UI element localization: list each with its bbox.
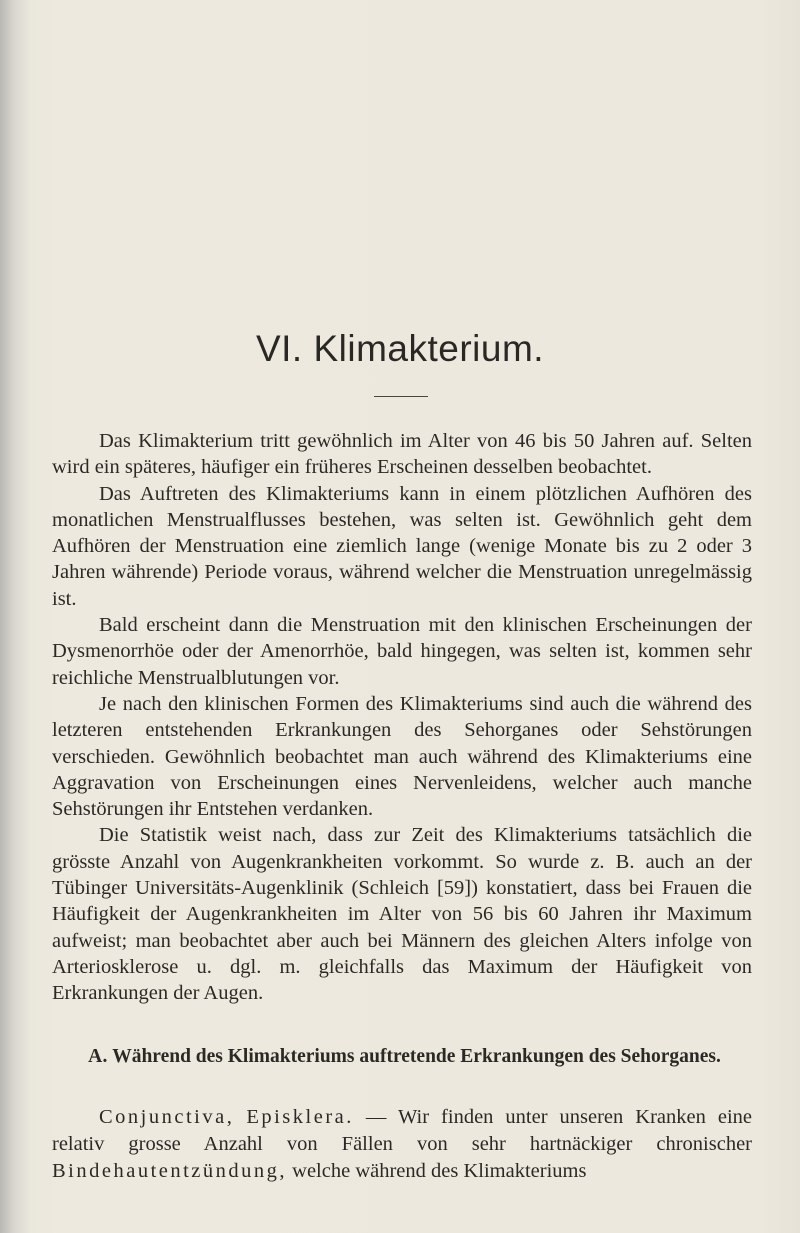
body-text <box>52 428 752 1007</box>
term-episklera: Episklera. <box>246 1106 354 1128</box>
paragraph: Bald erscheint dann die Menstruation mit den klinischen Erscheinungen der Dysmenorrhöe oder der Amenorrhöe, bald hingegen, was selten ist, kommen sehr reichliche Menstrualblutungen vor. <box>52 614 752 689</box>
section-heading <box>52 1043 757 1070</box>
paragraph: Das Klimakterium tritt gewöhnlich im Alter von 46 bis 50 Jahren auf. Selten wird ein späteres, häufiger ein früheres Erscheinen desselben beobachtet. <box>52 430 752 479</box>
subsection-text-b: welche während des Klimakteriums <box>287 1160 587 1182</box>
paragraph: Die Statistik weist nach, dass zur Zeit des Klimakteriums tatsächlich die grösste Anzahl von Augenkrankheiten vorkommt. So wurde z. B. auch an der Tübinger Universitäts-Augenklinik (Schleich [59]) konstatiert, dass bei Frauen die Häufigkeit der Augenkrankheiten im Alter von 56 bis 60 Jahren ihr Maximum aufweist; man beobachtet aber auch bei Männern des gleichen Alters infolge von Arteriosklerose u. dgl. m. gleichfalls das Maximum der Häufigkeit von Erkrankungen der Augen. <box>52 824 752 1005</box>
paragraph <box>52 1104 752 1185</box>
paragraph: Je nach den klinischen Formen des Klimakteriums sind auch die während des letzteren entstehenden Erkrankungen des Sehorganes oder Sehstörungen verschieden. Gewöhnlich beobachtet man auch während des Klimakteriums eine Aggravation von Erscheinungen eines Nervenleidens, welcher auch manche Sehstörungen ihr Entstehen verdanken. <box>52 692 752 821</box>
subsection-text <box>52 1104 752 1185</box>
chapter-title: VI. Klimakterium. <box>255 328 545 369</box>
term-conjunctiva: Conjunctiva, <box>99 1106 235 1128</box>
section-heading-text: Während des Klimakteriums auftretende Erkrankungen des Sehorganes. <box>112 1046 721 1067</box>
paragraph: Das Auftreten des Klimakteriums kann in einem plötzlichen Aufhören des monatlichen Menstrualflusses bestehen, was selten ist. Gewöhnlich geht dem Aufhören der Menstruation eine ziemlich lange (wenige Monate bis zu 2 oder 3 Jahren währende) Periode voraus, während welcher die Menstruation unregelmässig ist. <box>52 482 752 610</box>
subsection-text-a: — Wir finden unter unseren Kranken eine relativ grosse Anzahl von Fällen von sehr hartnäckiger chronischer <box>52 1106 752 1155</box>
title-divider <box>374 396 428 397</box>
term-bindehautentzuendung: Bindehautentzündung, <box>52 1160 288 1182</box>
section-label: A. <box>88 1046 108 1067</box>
